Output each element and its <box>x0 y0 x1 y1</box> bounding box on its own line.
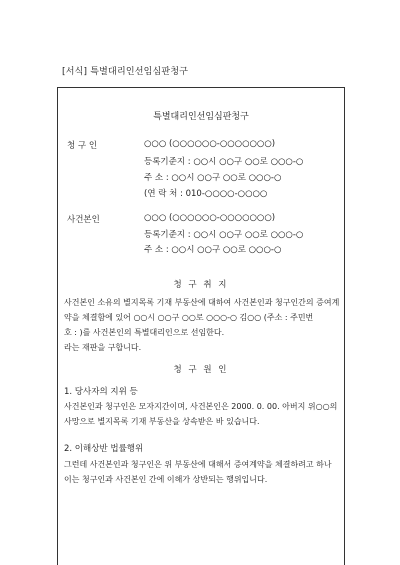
principal-address: 주 소 : ○○시 ○○구 ○○로 ○○○-○ <box>144 245 282 255</box>
purpose-text <box>64 295 340 355</box>
claimant-registry: 등록기준지 : ○○시 ○○구 ○○로 ○○○-○ <box>144 157 304 167</box>
principal-registry: 등록기준지 : ○○시 ○○구 ○○로 ○○○-○ <box>144 230 304 240</box>
cause-section2-text <box>64 457 336 487</box>
principal-label: 사건본인 <box>67 215 100 225</box>
cause-section1-title: 1. 당사자의 지위 등 <box>64 387 138 397</box>
purpose-line: 사건본인 소유의 별지목록 기재 부동산에 대하여 사건본인과 청구인간의 증여계 <box>64 298 340 307</box>
claimant-label: 청 구 인 <box>67 141 98 151</box>
purpose-line: 라는 재판을 구합니다. <box>64 343 142 352</box>
principal-name: ○○○ (○○○○○○-○○○○○○○) <box>144 213 276 223</box>
cause-line: 사망으로 별지목록 기재 부동산을 상속받은 바 있습니다. <box>64 417 260 426</box>
purpose-line: 약을 체결함에 있어 ○○시 ○○구 ○○로 ○○○-○ 김○○ (주소 : 주민번 <box>64 313 314 322</box>
cause-line: 이는 청구인과 사건본인 간에 이해가 상반되는 행위입니다. <box>64 475 268 484</box>
cause-line: 사건본인과 청구인은 모자지간이며, 사건본인은 2000. 0. 00. 아버지 위○○의 <box>64 402 338 411</box>
claimant-address: 주 소 : ○○시 ○○구 ○○로 ○○○-○ <box>144 173 282 183</box>
document-page <box>57 87 345 565</box>
form-label: [서식] 특별대리인선임심판청구 <box>62 67 189 77</box>
purpose-line: 호 : )를 사건본인의 특별대리인으로 선임한다. <box>64 328 225 337</box>
purpose-heading: 청 구 취 지 <box>173 280 229 290</box>
cause-heading: 청 구 원 인 <box>173 365 229 375</box>
claimant-contact: (연 락 처 : 010-○○○○-○○○○ <box>144 189 268 199</box>
claimant-name: ○○○ (○○○○○○-○○○○○○○) <box>144 139 276 149</box>
cause-line: 그런데 사건본인과 청구인은 위 부동산에 대해서 증여계약을 체결하려고 하나 <box>64 460 332 469</box>
cause-section1-text <box>64 399 336 429</box>
cause-section2-title: 2. 이해상반 법률행위 <box>64 444 144 454</box>
document-title: 특별대리인선임심판청구 <box>153 112 249 122</box>
